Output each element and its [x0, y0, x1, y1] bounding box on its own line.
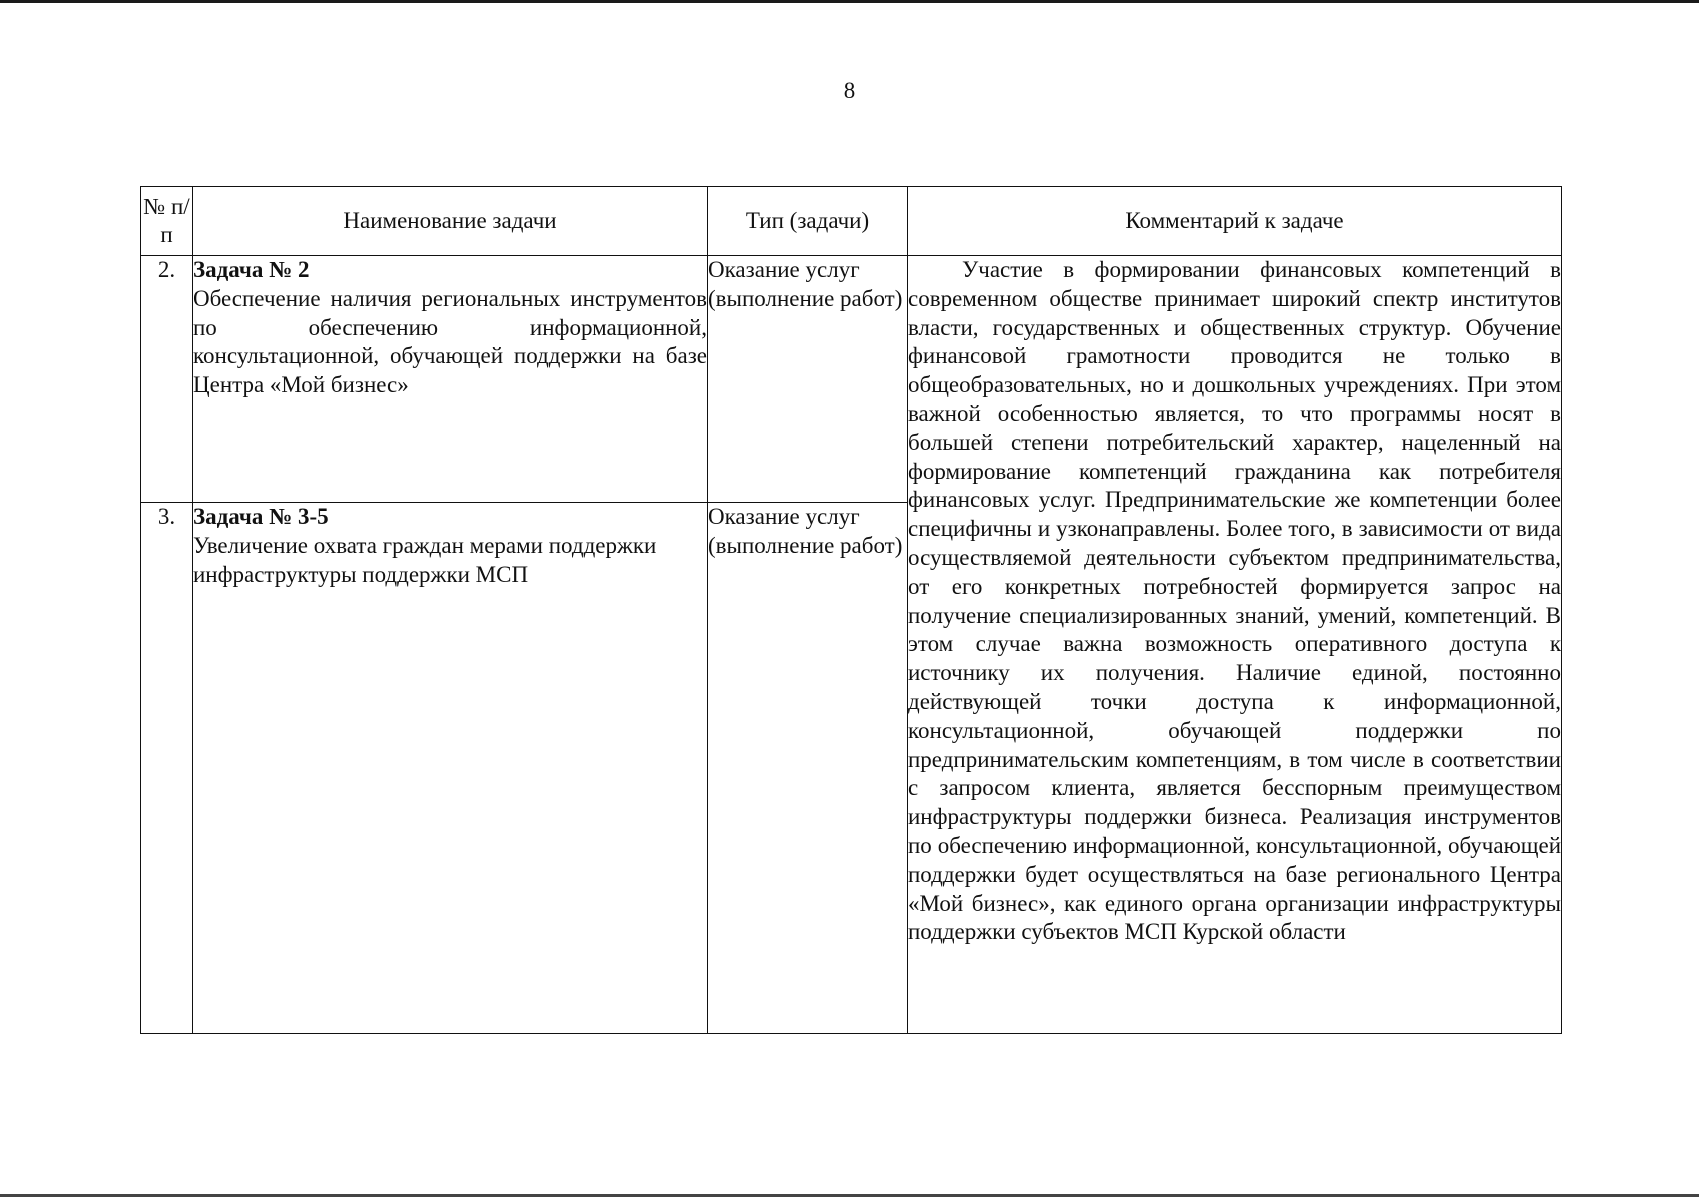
task-comment-cell — [908, 256, 1562, 1034]
page-number: 8 — [843, 78, 856, 103]
table-header-row — [141, 187, 1562, 256]
tasks-table — [140, 186, 1562, 1034]
row-number: 2. — [141, 256, 193, 503]
header-name: Наименование задачи — [193, 187, 708, 256]
task-name-cell — [193, 503, 708, 1034]
task-description: Обеспечение наличия региональных инструментов по обеспечению информационной, консультационной, обучающей поддержки на базе Центра «Мой бизнес» — [193, 285, 707, 398]
task-type: Оказание услуг (выполнение работ) — [708, 256, 908, 503]
scan-edge-top — [0, 0, 1699, 3]
header-num: № п/п — [141, 187, 193, 256]
task-title: Задача № 3-5 — [193, 504, 329, 529]
row-number: 3. — [141, 503, 193, 1034]
task-description: Увеличение охвата граждан мерами поддержки инфраструктуры поддержки МСП — [193, 532, 657, 587]
scan-edge-bottom — [0, 1194, 1699, 1197]
header-comment: Комментарий к задаче — [908, 187, 1562, 256]
task-title: Задача № 2 — [193, 257, 310, 282]
table-row — [141, 256, 1562, 503]
header-type: Тип (задачи) — [708, 187, 908, 256]
task-name-cell — [193, 256, 708, 503]
task-comment: Участие в формировании финансовых компетенций в современном обществе принимает широкий спектр институтов власти, государственных и общественных структур. Обучение финансовой грамотности проводится не только в общеобразовательных, но и дошкольных учреждениях. При этом важной особенностью является, то что программы носят в большей степени потребительский характер, нацеленный на формирование компетенций гражданина как потребителя финансовых услуг. Предпринимательские же компетенции более специфичны и узконаправлены. Более того, в зависимости от вида осуществляемой деятельности субъектом предпринимательства, от его конкретных потребностей формируется запрос на получение специализированных знаний, умений, компетенций. В этом случае важна возможность оперативного доступа к источнику их получения. Наличие единой, постоянно действующей точки доступа к информационной, консультационной, обучающей поддержки по предпринимательским компетенциям, в том числе в соответствии с запросом клиента, является бесспорным преимуществом инфраструктуры поддержки бизнеса. Реализация инструментов по обеспечению информационной, консультационной, обучающей поддержки будет осуществляться на базе регионального Центра «Мой бизнес», как единого органа организации инфраструктуры поддержки субъектов МСП Курской области — [908, 257, 1561, 945]
task-type: Оказание услуг (выполнение работ) — [708, 503, 908, 1034]
